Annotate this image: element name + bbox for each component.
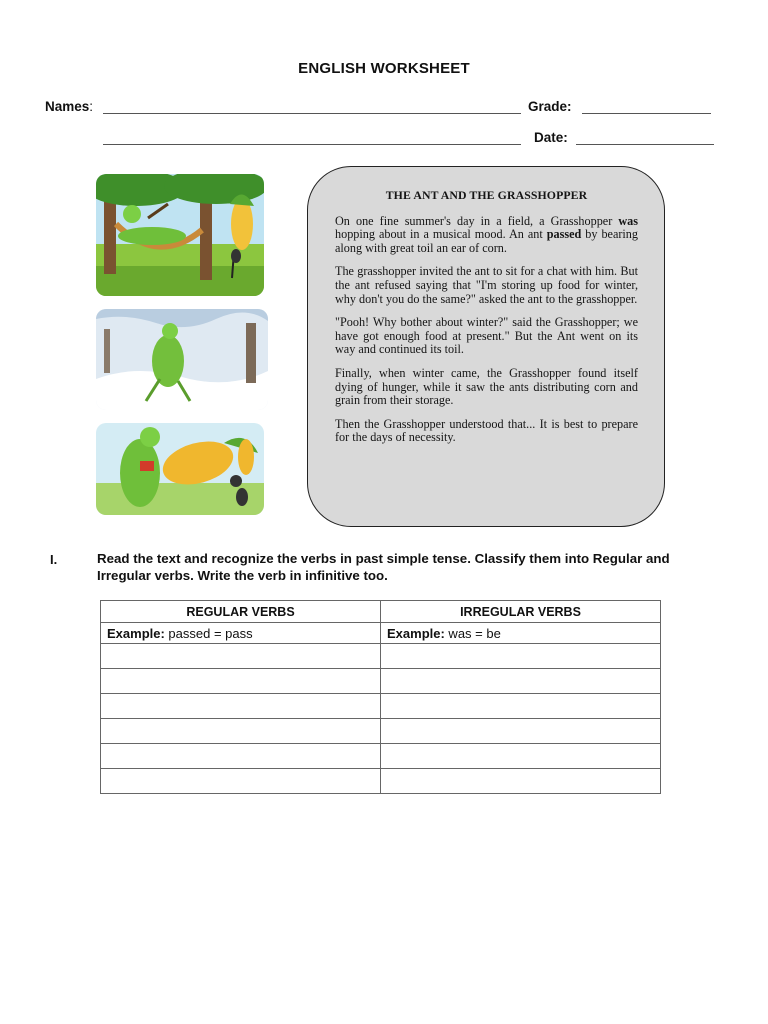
regular-verb-cell[interactable] (101, 719, 381, 744)
table-example-row (101, 623, 661, 644)
irregular-verb-cell[interactable] (381, 769, 661, 794)
table-header-row (101, 601, 661, 623)
regular-example-cell (101, 623, 381, 644)
story-paragraph-2: The grasshopper invited the ant to sit for a chat with him. But the ant refused saying that "I'm storing up food for winter, why don't you do the same?" asked the ant to the grasshopper. (335, 264, 638, 306)
story-p1-text-c: hopping about in a musical mood. An ant (335, 227, 547, 242)
table-row (101, 644, 661, 669)
story-paragraph-1 (335, 215, 638, 256)
grasshopper-hammock-picture (96, 174, 264, 296)
regular-verb-cell[interactable] (101, 669, 381, 694)
table-row (101, 769, 661, 794)
table-row (101, 694, 661, 719)
verbs-table (100, 600, 661, 794)
irregular-example-label: Example: (387, 625, 445, 641)
story-title: THE ANT AND THE GRASSHOPPER (385, 188, 588, 202)
names-label-text: Names (45, 99, 90, 114)
irregular-example-cell (381, 623, 661, 644)
table-row (101, 744, 661, 769)
grade-line[interactable] (582, 113, 711, 114)
regular-verb-cell[interactable] (101, 694, 381, 719)
irregular-verb-cell[interactable] (381, 719, 661, 744)
story-p1-text-e: by bearing along with great toil an ear of corn. (335, 227, 638, 255)
names-line-1[interactable] (103, 113, 521, 114)
regular-verb-cell[interactable] (101, 744, 381, 769)
regular-verb-cell[interactable] (101, 769, 381, 794)
story-box (307, 166, 665, 527)
irregular-example-value: was = be (444, 625, 501, 641)
grasshopper-snow-picture (96, 309, 268, 410)
story-paragraph-5: Then the Grasshopper understood that... It is best to prepare for the days of necessity. (335, 416, 638, 445)
date-label: Date: (534, 130, 568, 145)
names-line-2[interactable] (103, 144, 521, 145)
regular-example-value: passed = pass (164, 625, 253, 641)
story-bold-passed: passed (546, 227, 582, 242)
irregular-verb-cell[interactable] (381, 669, 661, 694)
regular-example-label: Example: (107, 625, 165, 641)
table-row (101, 669, 661, 694)
irregular-verb-cell[interactable] (381, 644, 661, 669)
instruction-text: Read the text and recognize the verbs in past simple tense. Classify them into Regular and Irregular verbs. Write the verb in infinitive too. (97, 551, 670, 583)
irregular-verb-cell[interactable] (381, 694, 661, 719)
page-title: ENGLISH WORKSHEET (298, 60, 470, 77)
regular-verb-cell[interactable] (101, 644, 381, 669)
grasshopper-ant-corn-picture (96, 423, 264, 515)
irregular-verbs-header: IRREGULAR VERBS (381, 601, 661, 623)
grade-label: Grade: (528, 99, 572, 114)
story-paragraph-3: "Pooh! Why bother about winter?" said the Grasshopper; we have got enough food at present." But the Ant went on its way and continued its toil. (335, 315, 638, 357)
table-row (101, 719, 661, 744)
story-bold-was: was (618, 213, 638, 228)
story-paragraph-4: Finally, when winter came, the Grasshopper found itself dying of hunger, while it saw the ants distributing corn and grain from their storage. (335, 365, 638, 408)
regular-verbs-header: REGULAR VERBS (101, 601, 381, 623)
irregular-verb-cell[interactable] (381, 744, 661, 769)
names-label: Names: (45, 99, 94, 114)
story-p1-text-a: On one fine summer's day in a field, a Grasshopper (335, 213, 619, 228)
instruction-number: I. (50, 552, 58, 567)
date-line[interactable] (576, 144, 714, 145)
